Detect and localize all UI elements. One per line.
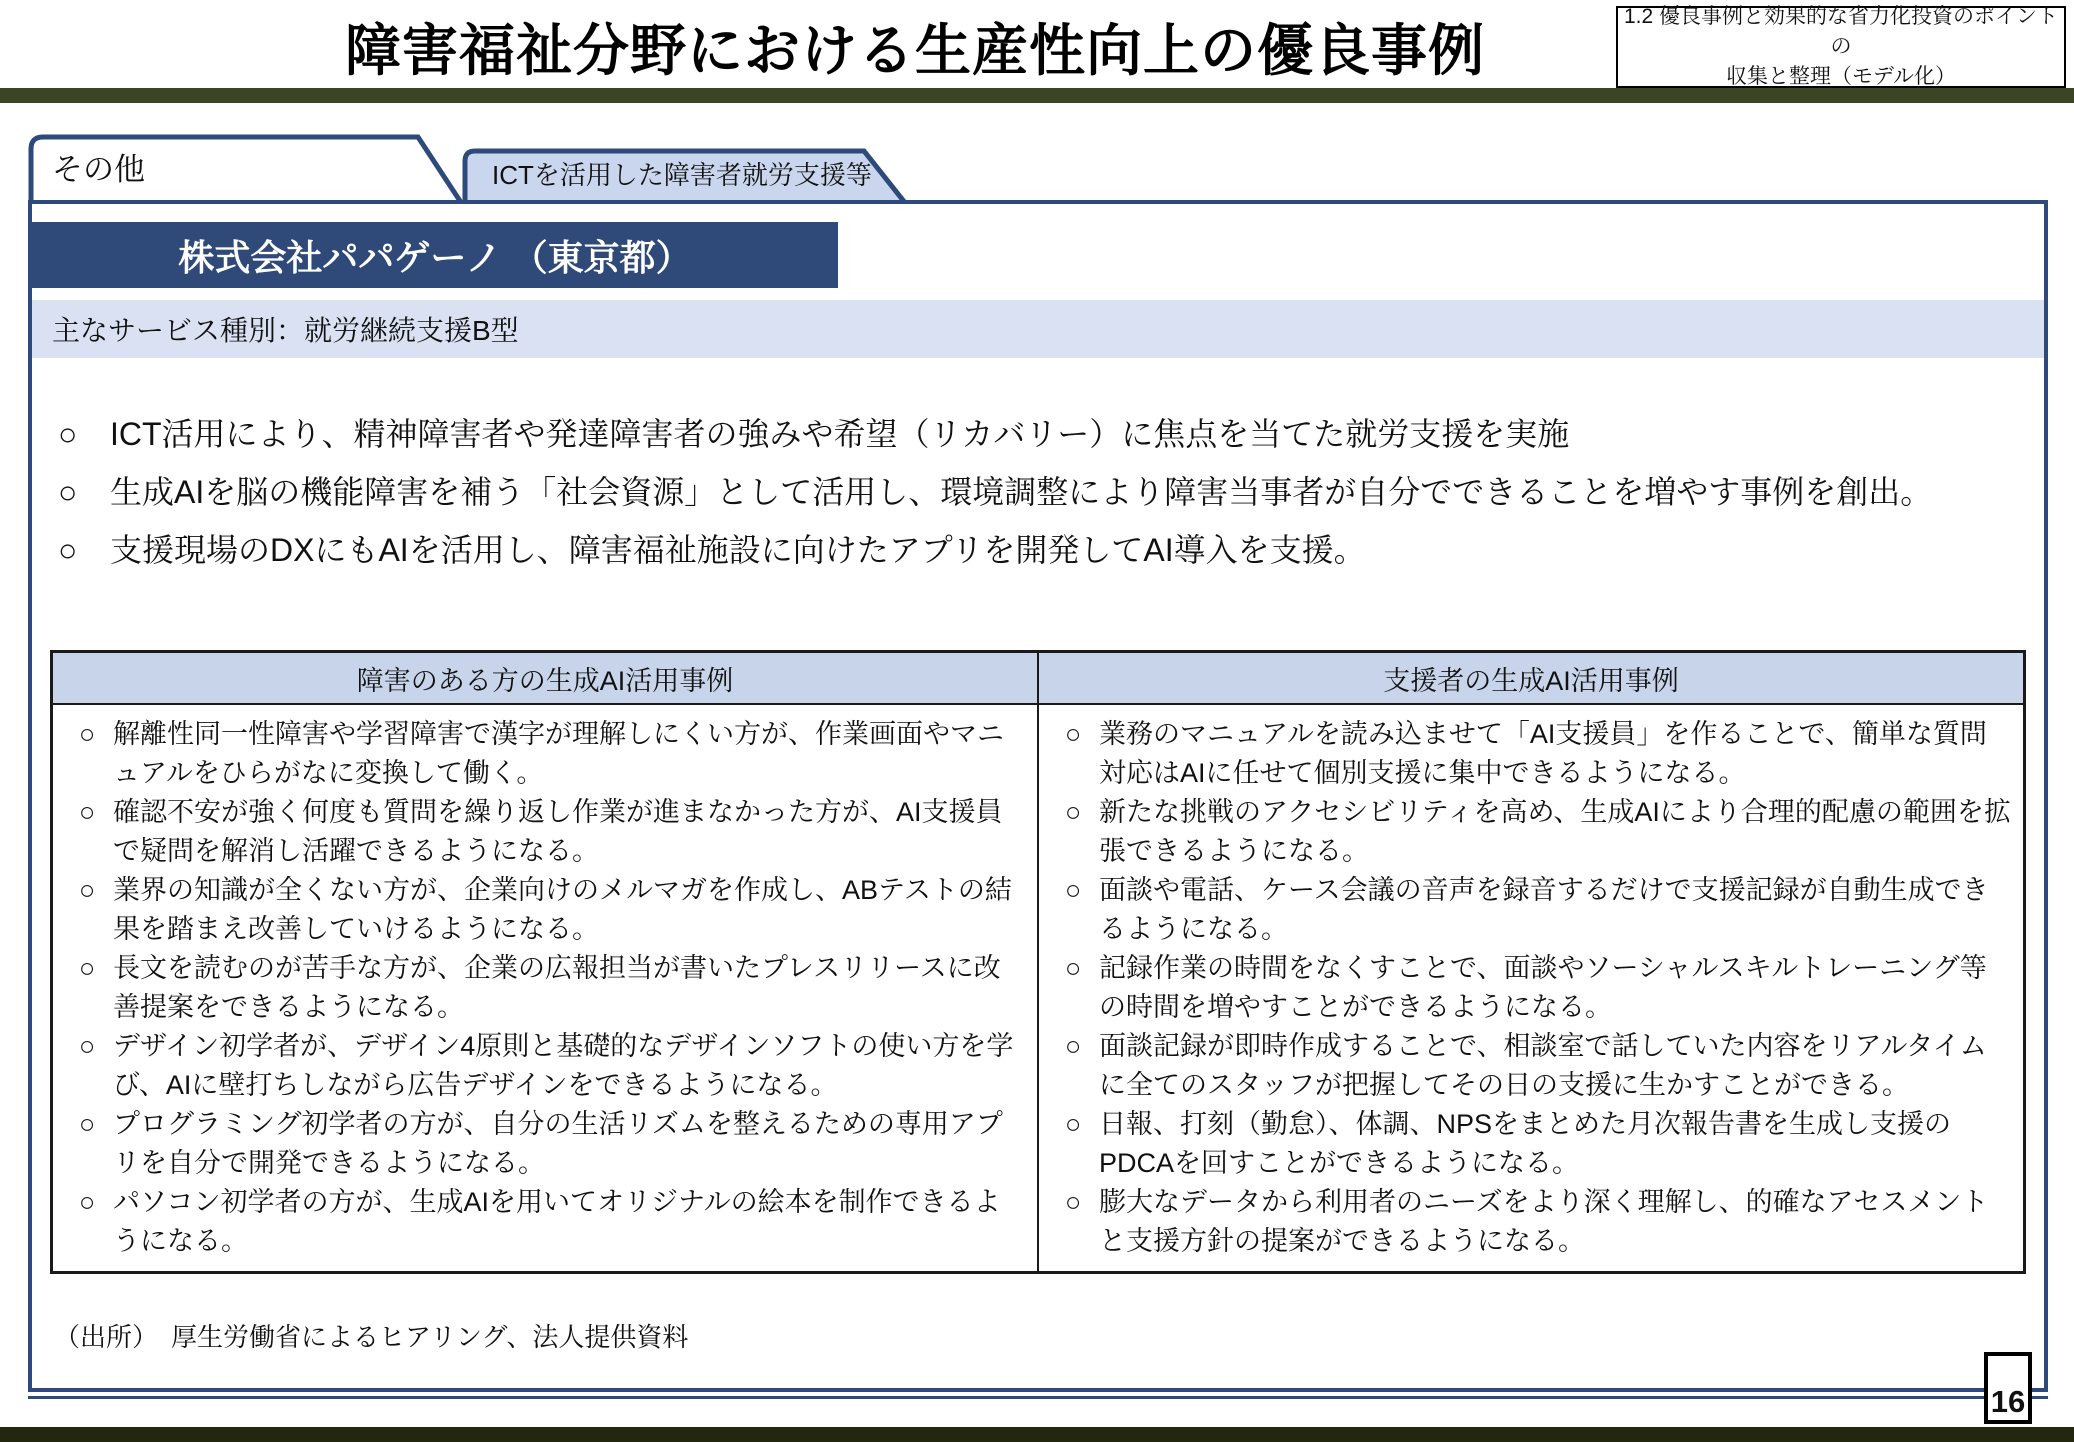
list-item	[61, 715, 1027, 793]
section-reference-box	[1616, 6, 2066, 88]
list-item	[1047, 1183, 2013, 1261]
overview-bullet	[58, 526, 2032, 574]
table-cell-users	[53, 705, 1039, 1271]
case-text: プログラミング初学者の方が、自分の生活リズムを整えるための専用アプリを自分で開発できるようになる。	[113, 1109, 1003, 1178]
case-text: 記録作業の時間をなくすことで、面談やソーシャルスキルトレーニング等の時間を増やすことができるようになる。	[1099, 953, 1987, 1022]
tab-ict-label: ICTを活用した障害者就労支援等	[492, 159, 872, 190]
overview-bullet-text: 支援現場のDXにもAIを活用し、障害福祉施設に向けたアプリを開発してAI導入を支援。	[110, 532, 1366, 568]
case-text: 業務のマニュアルを読み込ませて「AI支援員」を作ることで、簡単な質問対応はAIに任せて個別支援に集中できるようになる。	[1099, 719, 1987, 788]
page-number-badge	[1984, 1352, 2032, 1424]
page-title: 障害福祉分野における生産性向上の優良事例	[345, 19, 1485, 82]
case-text: 膨大なデータから利用者のニーズをより深く理解し、的確なアセスメントと支援方針の提案ができるようになる。	[1099, 1187, 1989, 1256]
list-item	[61, 1027, 1027, 1105]
list-item	[61, 949, 1027, 1027]
table-header-users: 障害のある方の生成AI活用事例	[53, 653, 1039, 703]
circle-bullet-icon: ○	[78, 719, 96, 749]
overview-bullet-text: ICT活用により、精神障害者や発達障害者の強みや希望（リカバリー）に焦点を当てた就労支援を実施	[110, 416, 1570, 452]
tab-sonota[interactable]	[28, 134, 468, 204]
table-header-row	[53, 653, 2023, 705]
list-item	[1047, 793, 2013, 871]
users-case-list	[61, 715, 1027, 1261]
company-name-banner	[32, 222, 838, 288]
overview-bullet-list	[58, 410, 2032, 584]
source-note: （出所） 厚生労働省によるヒアリング、法人提供資料	[54, 1322, 689, 1352]
service-type-text: 主なサービス種別：就労継続支援B型	[52, 315, 519, 346]
footer-bar	[0, 1427, 2074, 1442]
list-item	[61, 1105, 1027, 1183]
case-text: 確認不安が強く何度も質問を繰り返し作業が進まなかった方が、AI支援員で疑問を解消し活躍できるようになる。	[113, 797, 1003, 866]
circle-bullet-icon: ○	[1064, 1031, 1082, 1061]
circle-bullet-icon: ○	[78, 797, 96, 827]
list-item	[61, 871, 1027, 949]
table-cell-supporters	[1039, 705, 2023, 1271]
case-text: 面談や電話、ケース会議の音声を録音するだけで支援記録が自動生成できるようになる。	[1099, 875, 1989, 944]
circle-bullet-icon: ○	[1064, 875, 1082, 905]
overview-bullet-text: 生成AIを脳の機能障害を補う「社会資源」として活用し、環境調整により障害当事者が自分でできることを増やす事例を創出。	[110, 474, 1933, 510]
supporters-case-list	[1047, 715, 2013, 1261]
overview-bullet	[58, 468, 2032, 516]
tab-sonota-label: その他	[52, 151, 145, 187]
case-text: 面談記録が即時作成することで、相談室で話していた内容をリアルタイムに全てのスタッフが把握してその日の支援に生かすことができる。	[1099, 1031, 1987, 1100]
circle-bullet-icon: ○	[1064, 953, 1082, 983]
table-body-row	[53, 705, 2023, 1271]
circle-bullet-icon: ○	[78, 1031, 96, 1061]
case-text: デザイン初学者が、デザイン4原則と基礎的なデザインソフトの使い方を学び、AIに壁打ちしながら広告デザインをできるようになる。	[113, 1031, 1014, 1100]
case-text: 新たな挑戦のアクセシビリティを高め、生成AIにより合理的配慮の範囲を拡張できるようになる。	[1099, 797, 2011, 866]
company-name: 株式会社パパゲーノ （東京都）	[178, 236, 692, 278]
list-item	[1047, 871, 2013, 949]
case-text: 解離性同一性障害や学習障害で漢字が理解しにくい方が、作業画面やマニュアルをひらがなに変換して働く。	[113, 719, 1004, 788]
circle-bullet-icon: ○	[1064, 1187, 1082, 1217]
circle-bullet-icon: ○	[58, 532, 78, 568]
circle-bullet-icon: ○	[78, 953, 96, 983]
circle-bullet-icon: ○	[58, 474, 78, 510]
case-text: 日報、打刻（勤怠）、体調、NPSをまとめた月次報告書を生成し支援のPDCAを回すことができるようになる。	[1099, 1109, 1952, 1178]
circle-bullet-icon: ○	[78, 1187, 96, 1217]
list-item	[1047, 949, 2013, 1027]
table-header-supporters: 支援者の生成AI活用事例	[1383, 665, 1679, 696]
case-text: 業界の知識が全くない方が、企業向けのメルマガを作成し、ABテストの結果を踏まえ改善していけるようになる。	[113, 875, 1012, 944]
circle-bullet-icon: ○	[78, 1109, 96, 1139]
card-bottom-accent-line	[28, 1396, 2048, 1399]
circle-bullet-icon: ○	[78, 875, 96, 905]
ai-use-cases-table	[50, 650, 2026, 1274]
page-number: 16	[1990, 1384, 2026, 1419]
service-type-row	[32, 300, 2044, 358]
circle-bullet-icon: ○	[1064, 1109, 1082, 1139]
section-reference-line2: 収集と整理（モデル化）	[1726, 65, 1956, 88]
case-text: 長文を読むのが苦手な方が、企業の広報担当が書いたプレスリリースに改善提案をできるようになる。	[113, 953, 1001, 1022]
tab-ict-employment-support[interactable]	[462, 148, 910, 204]
list-item	[1047, 715, 2013, 793]
list-item	[1047, 1105, 2013, 1183]
case-text: パソコン初学者の方が、生成AIを用いてオリジナルの絵本を制作できるようになる。	[113, 1187, 1001, 1256]
circle-bullet-icon: ○	[1064, 797, 1082, 827]
circle-bullet-icon: ○	[58, 416, 78, 452]
list-item	[61, 1183, 1027, 1261]
circle-bullet-icon: ○	[1064, 719, 1082, 749]
list-item	[1047, 1027, 2013, 1105]
list-item	[61, 793, 1027, 871]
section-reference-line1: 1.2 優良事例と効果的な省力化投資のポイントの	[1623, 5, 2059, 58]
overview-bullet	[58, 410, 2032, 458]
case-study-card	[28, 200, 2048, 1392]
